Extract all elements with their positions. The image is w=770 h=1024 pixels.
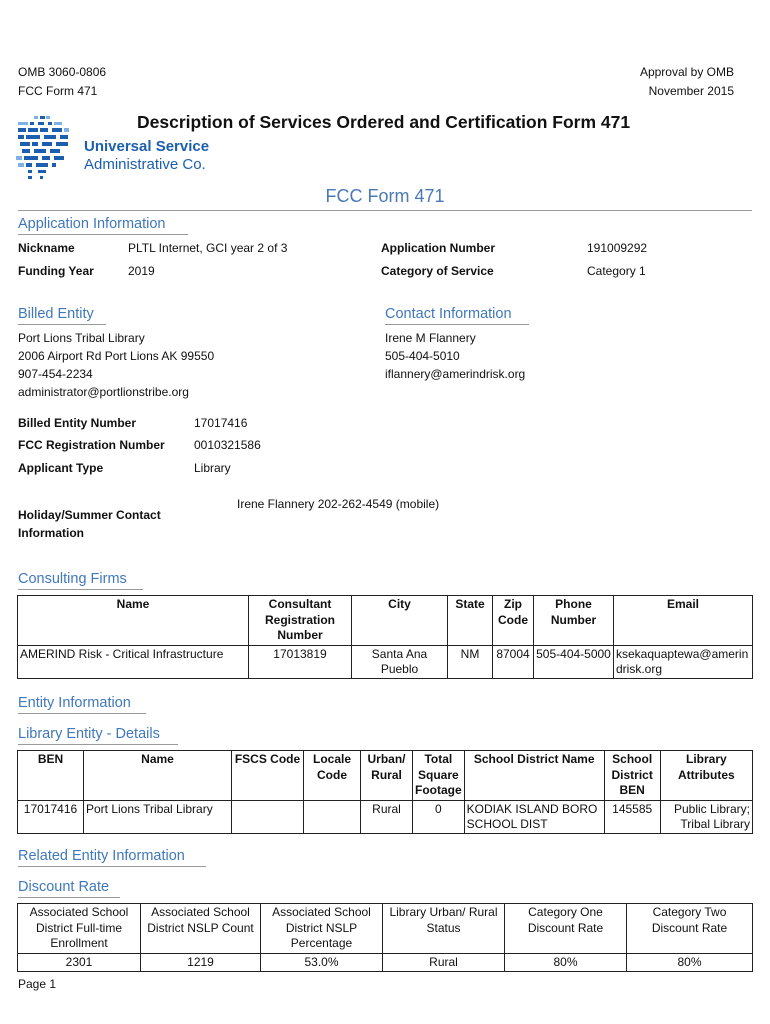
logo-line-1: Universal Service [84, 138, 210, 155]
billed-entity-address-block [18, 329, 214, 401]
related-entity-underline [18, 866, 206, 867]
col-header-zip: Zip Code [493, 596, 534, 646]
col-header-nslp-percentage: Associated School District NSLP Percentage [261, 904, 383, 954]
application-number-value: 191009292 [587, 241, 648, 255]
entity-header-row [18, 751, 753, 801]
col-header-library-attributes: Library Attributes [660, 751, 752, 801]
col-header-school-district: School District Name [464, 751, 604, 801]
col-header-library-status: Library Urban/ Rural Status [383, 904, 505, 954]
consulting-firms-underline [18, 589, 143, 590]
contact-info-heading: Contact Information [385, 306, 512, 322]
col-header-urban-rural: Urban/ Rural [361, 751, 413, 801]
billed-entity-underline [18, 324, 106, 325]
col-header-school-district-ben: School District BEN [604, 751, 660, 801]
cell-ben: 17017416 [18, 800, 84, 833]
col-header-email: Email [614, 596, 753, 646]
usac-logo-text [84, 138, 209, 174]
usac-logo-mark [16, 114, 72, 184]
cell-urban-rural: Rural [361, 800, 413, 833]
discount-rate-heading: Discount Rate [18, 879, 110, 895]
application-info-underline [18, 234, 188, 235]
consulting-row [18, 645, 753, 678]
applicant-type-value: Library [194, 461, 231, 475]
cell-locale [304, 800, 361, 833]
cell-library-status: Rural [383, 953, 505, 971]
cell-email: ksekaquaptewa@amerindrisk.org [614, 645, 753, 678]
entity-row [18, 800, 753, 833]
entity-info-heading: Entity Information [18, 695, 131, 711]
col-header-phone: Phone Number [534, 596, 614, 646]
cell-city: Santa Ana Pueblo [352, 645, 448, 678]
consulting-header-row [18, 596, 753, 646]
ben-label: Billed Entity Number [18, 416, 137, 430]
col-header-entity-name: Name [84, 751, 232, 801]
consulting-firms-table [17, 595, 753, 679]
cell-zip: 87004 [493, 645, 534, 678]
cell-name: AMERIND Risk - Critical Infrastructure [18, 645, 249, 678]
form-number: FCC Form 471 [18, 84, 98, 98]
approval-text: Approval by OMB [639, 65, 734, 79]
cell-school-district: KODIAK ISLAND BORO SCHOOL DIST [464, 800, 604, 833]
nickname-label: Nickname [18, 241, 75, 255]
library-entity-table [17, 750, 753, 834]
library-entity-underline [18, 744, 178, 745]
cell-nslp-percentage: 53.0% [261, 953, 383, 971]
page-number: Page 1 [18, 977, 57, 991]
applicant-type-label: Applicant Type [18, 461, 104, 475]
col-header-name: Name [18, 596, 249, 646]
form-subtitle: FCC Form 471 [325, 186, 445, 206]
omb-number: OMB 3060-0806 [18, 65, 107, 79]
cell-cat-one-rate: 80% [505, 953, 627, 971]
nickname-value: PLTL Internet, GCI year 2 of 3 [128, 241, 288, 255]
col-header-locale: Locale Code [304, 751, 361, 801]
form-header-left [18, 63, 106, 101]
entity-info-underline [18, 713, 146, 714]
cell-library-attributes: Public Library; Tribal Library [660, 800, 752, 833]
related-entity-heading: Related Entity Information [18, 848, 185, 864]
col-header-city: City [352, 596, 448, 646]
logo-line-2: Administrative Co. [84, 156, 206, 173]
funding-year-label: Funding Year [18, 264, 94, 278]
contact-info-underline [385, 324, 529, 325]
col-header-consultant-registration: Consultant Registration Number [249, 596, 352, 646]
discount-header-row [18, 904, 753, 954]
contact-phone: 505-404-5010 [385, 349, 460, 363]
billed-entity-phone: 907-454-2234 [18, 367, 93, 381]
title-divider [18, 210, 752, 211]
col-header-fscs: FSCS Code [232, 751, 304, 801]
cell-entity-name: Port Lions Tribal Library [84, 800, 232, 833]
discount-rate-underline [18, 897, 120, 898]
cell-school-district-ben: 145585 [604, 800, 660, 833]
holiday-contact-label [18, 506, 161, 542]
library-entity-heading: Library Entity - Details [18, 726, 160, 742]
col-header-cat-two-rate: Category Two Discount Rate [627, 904, 753, 954]
discount-rate-table [17, 903, 753, 972]
billed-entity-email: administrator@portlionstribe.org [18, 385, 189, 399]
fcc-registration-label: FCC Registration Number [18, 438, 165, 452]
col-header-nslp-count: Associated School District NSLP Count [141, 904, 261, 954]
holiday-label-line-1: Holiday/Summer Contact [18, 508, 161, 522]
cell-cat-two-rate: 80% [627, 953, 753, 971]
discount-row [18, 953, 753, 971]
contact-name: Irene M Flannery [385, 331, 476, 345]
contact-email: iflannery@amerindrisk.org [385, 367, 526, 381]
form-header-right [640, 63, 734, 101]
billed-entity-heading: Billed Entity [18, 306, 94, 322]
cell-enrollment: 2301 [18, 953, 141, 971]
col-header-ben: BEN [18, 751, 84, 801]
application-info-heading: Application Information [18, 216, 166, 232]
document-title: Description of Services Ordered and Certification Form 471 [137, 112, 631, 132]
contact-block [385, 329, 525, 383]
cell-consultant-registration: 17013819 [249, 645, 352, 678]
col-header-state: State [448, 596, 493, 646]
application-number-label: Application Number [381, 241, 496, 255]
category-value: Category 1 [587, 264, 646, 278]
cell-nslp-count: 1219 [141, 953, 261, 971]
funding-year-value: 2019 [128, 264, 155, 278]
col-header-enrollment: Associated School District Full-time Enrollment [18, 904, 141, 954]
billed-entity-address: 2006 Airport Rd Port Lions AK 99550 [18, 349, 215, 363]
cell-phone: 505-404-5000 [534, 645, 614, 678]
category-label: Category of Service [381, 264, 494, 278]
cell-state: NM [448, 645, 493, 678]
col-header-cat-one-rate: Category One Discount Rate [505, 904, 627, 954]
cell-fscs [232, 800, 304, 833]
ben-value: 17017416 [194, 416, 248, 430]
fcc-registration-value: 0010321586 [194, 438, 261, 452]
col-header-square-footage: Total Square Footage [413, 751, 465, 801]
billed-entity-name: Port Lions Tribal Library [18, 331, 145, 345]
cell-square-footage: 0 [413, 800, 465, 833]
approval-date: November 2015 [648, 84, 734, 98]
holiday-contact-value: Irene Flannery 202-262-4549 (mobile) [237, 497, 440, 511]
holiday-label-line-2: Information [18, 526, 84, 540]
consulting-firms-heading: Consulting Firms [18, 571, 127, 587]
